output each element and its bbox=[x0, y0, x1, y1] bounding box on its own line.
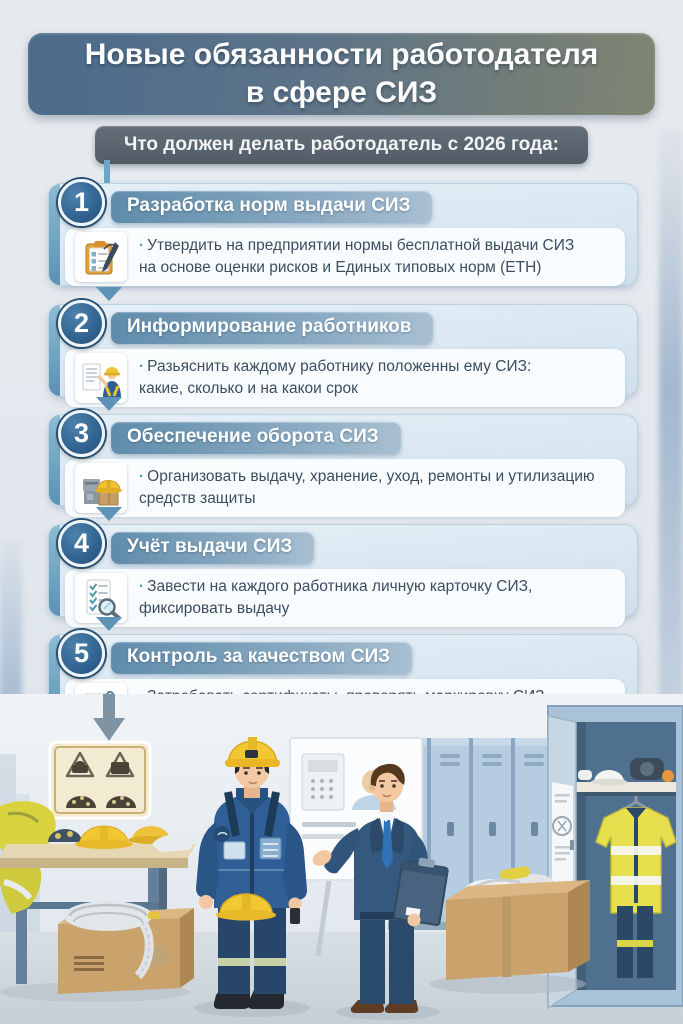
step-number-badge: 2 bbox=[58, 300, 105, 347]
worker-presentation-icon bbox=[75, 353, 127, 403]
step-number-badge: 3 bbox=[58, 410, 105, 457]
step-card-3 bbox=[48, 414, 638, 506]
ppe-sign bbox=[50, 742, 150, 818]
arrow-down-icon bbox=[96, 507, 122, 521]
step-description: · Завести на каждого работника личную карточку СИЗ, фиксировать выдачу bbox=[139, 576, 532, 620]
workplace-illustration-scene bbox=[0, 694, 683, 1024]
step-title: Учёт выдачи СИЗ bbox=[111, 532, 314, 564]
step-card-1 bbox=[48, 183, 638, 286]
step-title: Контроль за качеством СИЗ bbox=[111, 642, 412, 674]
background-city-strip-left bbox=[0, 540, 22, 700]
poster-title-line1: Новые обязанности работодателя bbox=[84, 37, 599, 71]
step-body bbox=[65, 459, 625, 517]
step-number-badge: 5 bbox=[58, 630, 105, 677]
step-body bbox=[65, 569, 625, 627]
step-number-badge: 4 bbox=[58, 520, 105, 567]
helmet-storage-icon bbox=[75, 463, 127, 513]
arrow-down-icon bbox=[96, 397, 122, 411]
poster-subtitle: Что должен делать работодатель с 2026 года: bbox=[95, 126, 588, 164]
clipboard-pen-icon bbox=[75, 232, 127, 282]
step-description: · Утвердить на предприятии нормы бесплатной выдачи СИЗ на основе оценки рисков и Единых типовых норм (ЕТН) bbox=[139, 235, 574, 279]
step-description: · Организовать выдачу, хранение, уход, ремонты и утилизацию средств защиты bbox=[139, 466, 595, 510]
step-title: Информирование работников bbox=[111, 312, 433, 344]
arrow-down-icon bbox=[96, 617, 122, 631]
background-city-strip-right bbox=[659, 130, 683, 700]
step-title: Обеспечение оборота СИЗ bbox=[111, 422, 401, 454]
step-description: · Разьяснить каждому работнику положенны ему СИЗ: какие, сколько и на какои срок bbox=[139, 356, 531, 400]
step-body bbox=[65, 349, 625, 407]
step-card-2 bbox=[48, 304, 638, 397]
poster-title bbox=[28, 33, 655, 115]
poster-title-line2: в сфере СИЗ bbox=[245, 76, 438, 109]
step-card-4 bbox=[48, 524, 638, 617]
step-title: Разработка норм выдачи СИЗ bbox=[111, 191, 432, 223]
step-number-badge: 1 bbox=[58, 179, 105, 226]
arrow-down-icon bbox=[96, 287, 122, 301]
step-body bbox=[65, 228, 625, 286]
checklist-magnifier-icon bbox=[75, 573, 127, 623]
